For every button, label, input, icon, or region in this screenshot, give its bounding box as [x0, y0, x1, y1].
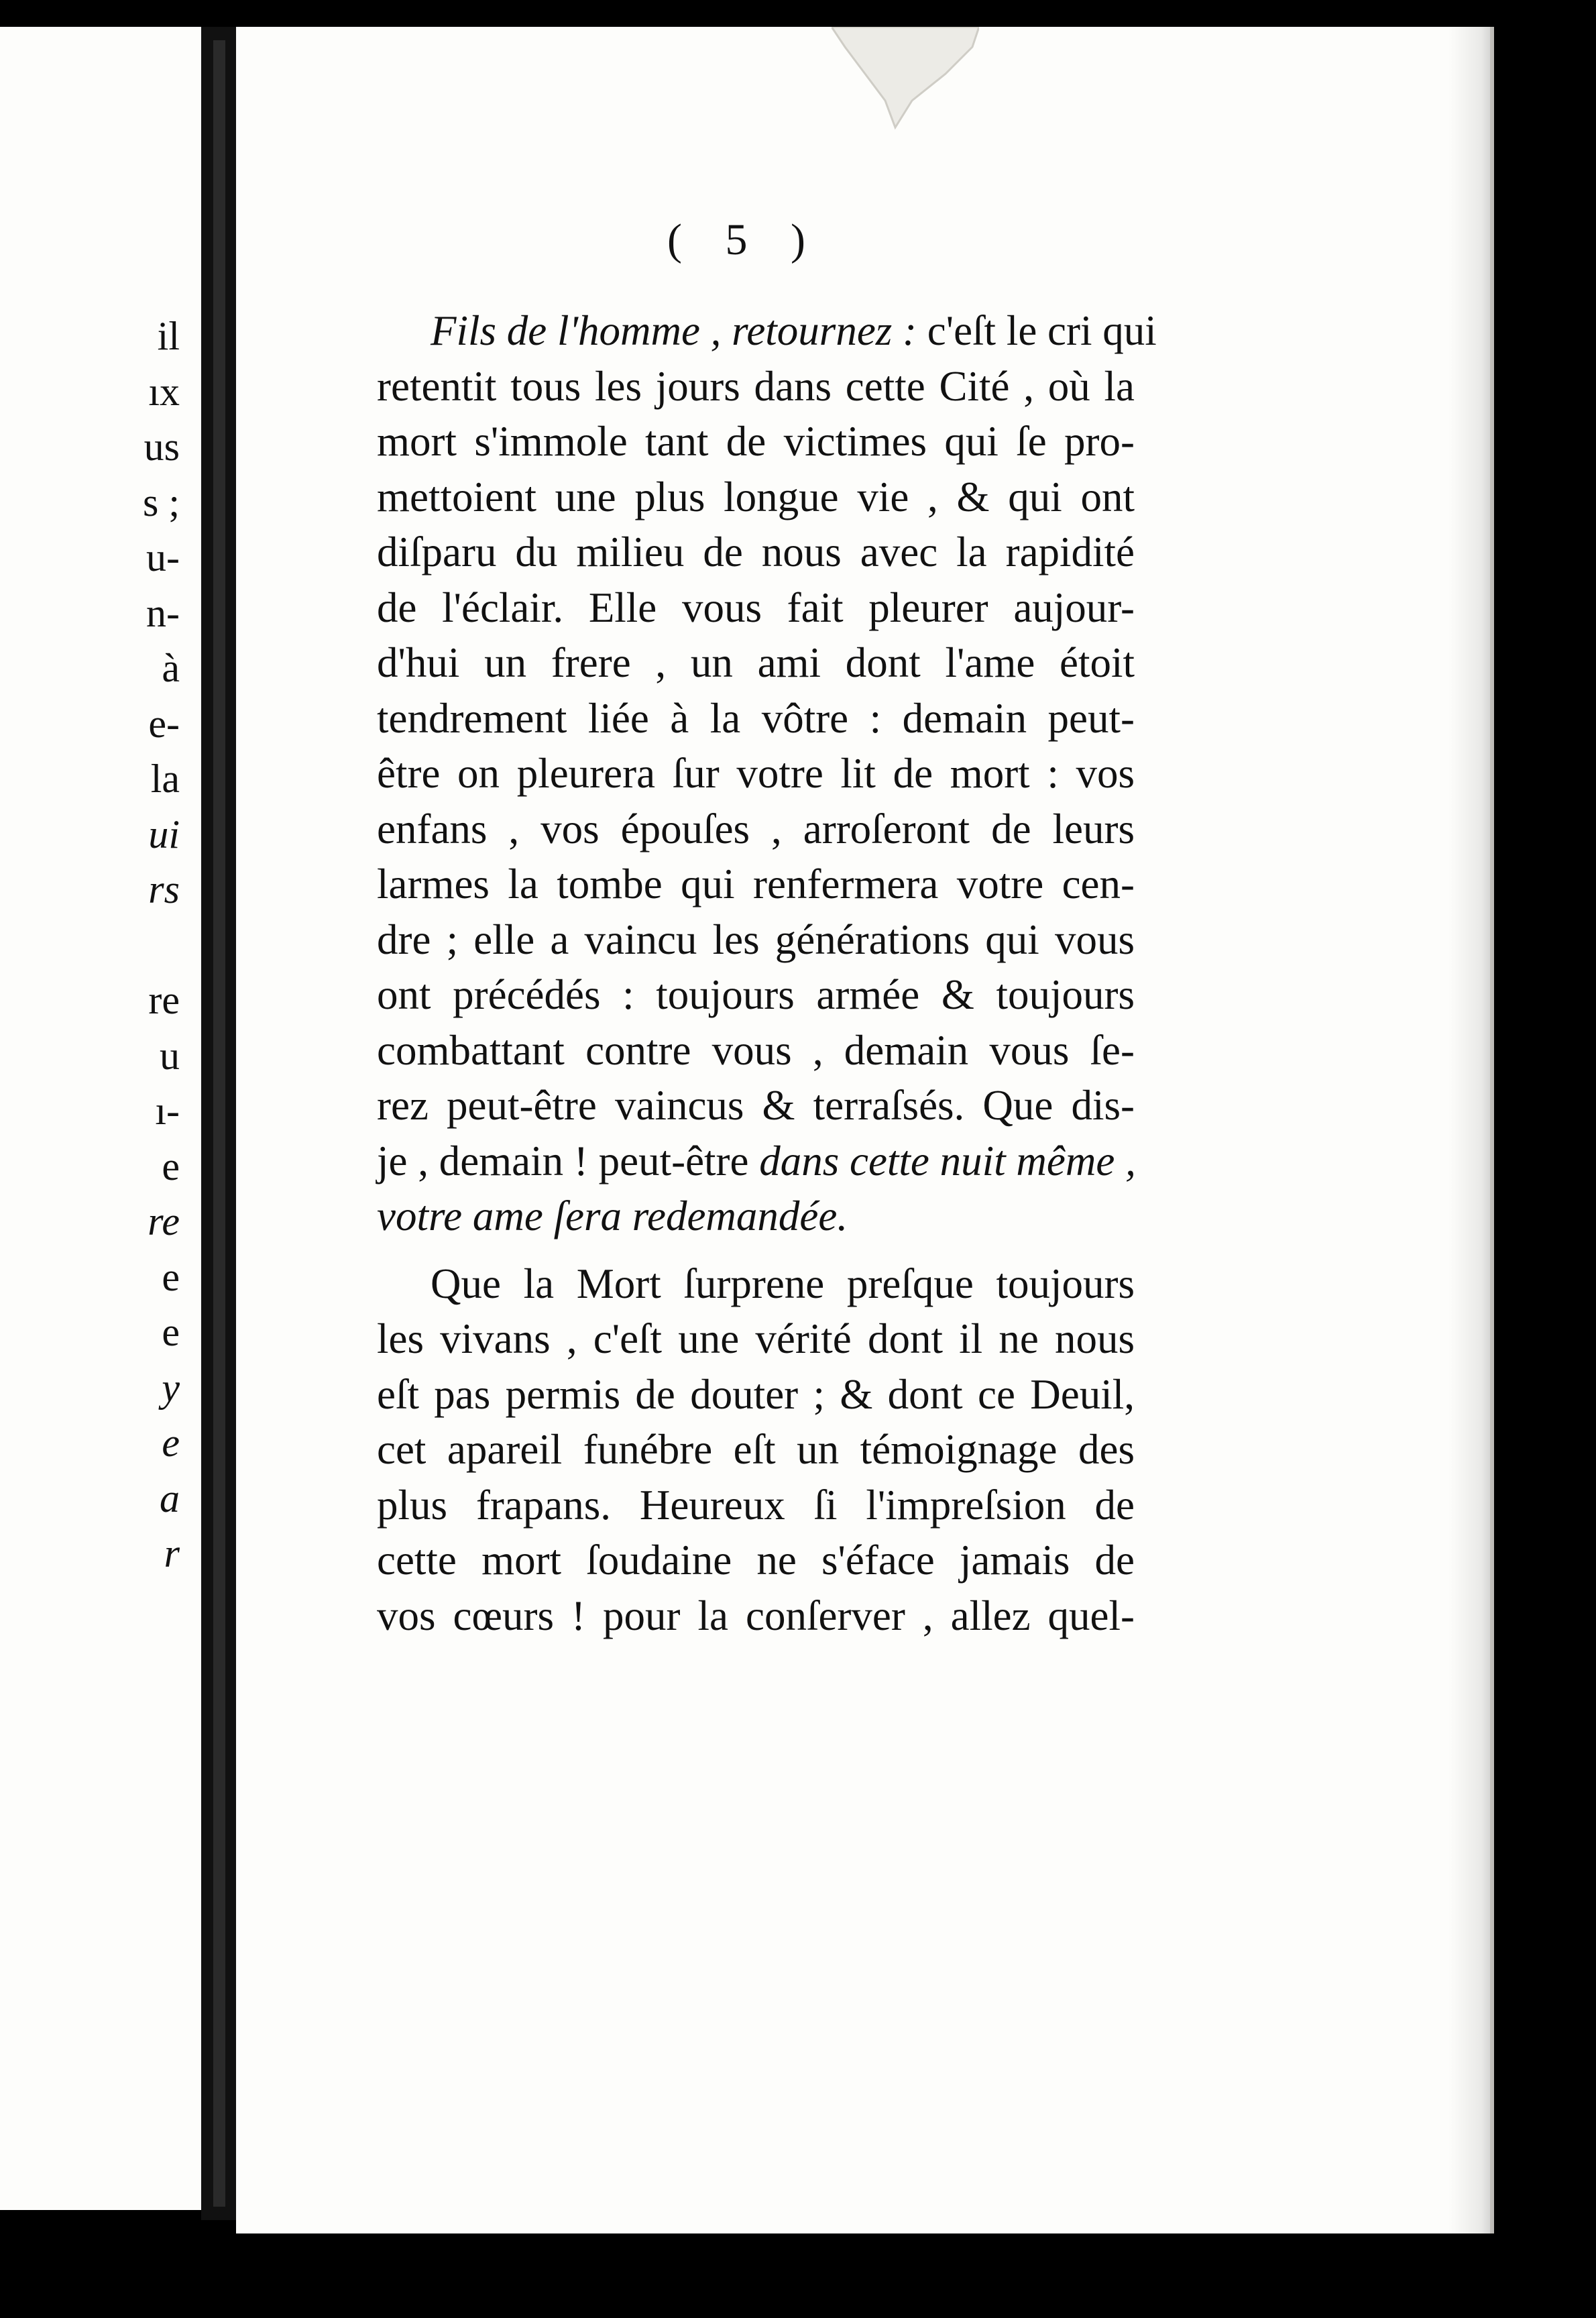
fragment-line: us [144, 425, 180, 469]
text-line: eſt pas permis de douter ; & dont ce Deuil, [377, 1370, 1135, 1418]
text-line: vos cœurs ! pour la conſerver , allez quel- [377, 1592, 1135, 1639]
text-line: rez peut-être vaincus & terraſsés. Que dis- [377, 1082, 1135, 1129]
text-line: combattant contre vous , demain vous ſe- [377, 1026, 1135, 1074]
fragment-line: e [162, 1254, 180, 1299]
text-line: les vivans , c'eſt une vérité dont il ne nous [377, 1315, 1135, 1362]
fragment-line: il [157, 314, 180, 358]
text-line: d'hui un frere , un ami dont l'ame étoit [377, 639, 1135, 686]
paragraph-1 [377, 303, 1157, 1244]
text-line: retentit tous les jours dans cette Cité , où la [377, 362, 1135, 410]
fragment-line: re [148, 978, 180, 1022]
fragment-line: e- [148, 701, 180, 746]
fragment-line: la [150, 757, 180, 801]
text-line: mettoient une plus longue vie , & qui ont [377, 473, 1135, 520]
text-line [377, 1189, 1135, 1244]
fragment-line: re [148, 1199, 180, 1244]
text-line: cette mort ſoudaine ne s'éface jamais de [377, 1537, 1135, 1584]
fragment-line: u [160, 1033, 180, 1078]
fragment-line: a [160, 1476, 180, 1521]
italic-phrase: votre ame ſera redemandée. [377, 1193, 848, 1239]
text-line: Que la Mort ſurprene preſque toujours [431, 1260, 1135, 1307]
text-line: être on pleurera ſur votre lit de mort : vos [377, 750, 1135, 797]
fragment-line: e [162, 1144, 180, 1189]
text-line: plus frapans. Heureux ſi l'impreſsion de [377, 1481, 1135, 1529]
fragment-line: u- [146, 535, 180, 580]
paragraph-2 [377, 1256, 1135, 1644]
text-line [377, 1134, 1135, 1189]
fragment-line: r [164, 1531, 180, 1576]
fragment-line: rs [148, 867, 180, 912]
text-line: de l'éclair. Elle vous fait pleurer aujour- [377, 584, 1135, 631]
fragment-line: à [162, 646, 180, 690]
body-text [377, 303, 1157, 1643]
fragment-line [99, 918, 180, 973]
text-line: tendrement liée à la vôtre : demain peut- [377, 694, 1135, 742]
previous-page-edge [0, 27, 201, 2210]
page-number: ( 5 ) [667, 215, 821, 264]
previous-page-text-fragments [99, 309, 180, 1582]
text-line: mort s'immole tant de victimes qui ſe pro- [377, 418, 1135, 465]
text-line: enfans , vos épouſes , arroſeront de leurs [377, 805, 1135, 852]
line-text: c'eſt le cri qui [917, 307, 1157, 354]
italic-phrase: Fils de l'homme , retournez : [431, 307, 917, 354]
binding-shadow [213, 40, 225, 2207]
text-line: larmes la tombe qui renfermera votre cen- [377, 861, 1135, 907]
page-edge-shadow [1448, 27, 1495, 2233]
fragment-line: y [162, 1365, 180, 1410]
fragment-line: ıx [148, 369, 180, 414]
paper-tear-mark [832, 27, 979, 134]
text-line: diſparu du milieu de nous avec la rapidité [377, 529, 1135, 575]
fragment-line: e [162, 1421, 180, 1465]
line-text: je , demain ! peut-être [377, 1137, 760, 1184]
fragment-line: e [162, 1310, 180, 1354]
italic-phrase: dans cette nuit même , [759, 1137, 1136, 1184]
text-line: cet apareil funébre eſt un témoignage des [377, 1426, 1135, 1473]
text-line: dre ; elle a vaincu les générations qui vous [377, 916, 1135, 963]
text-line: ont précédés : toujours armée & toujours [377, 971, 1135, 1018]
fragment-line: ui [148, 812, 180, 857]
fragment-line: n- [146, 590, 180, 635]
fragment-line: s ; [142, 480, 180, 525]
text-line [377, 303, 1157, 359]
fragment-line: ı- [155, 1089, 180, 1133]
